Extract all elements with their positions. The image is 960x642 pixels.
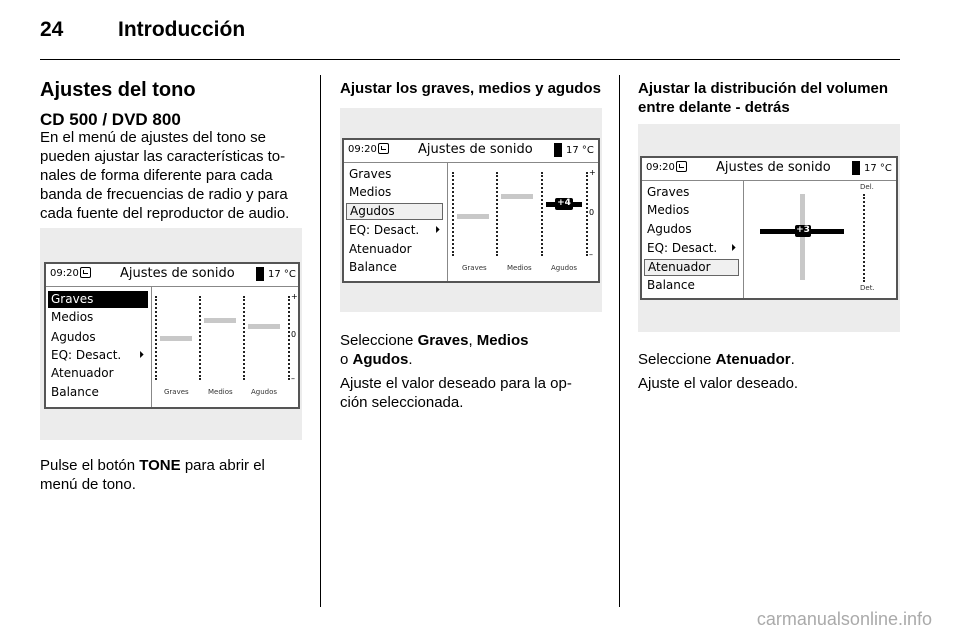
menu-item-eq[interactable]: EQ: Desact. ⏵: [51, 348, 144, 362]
eq-bar-agudos: [248, 324, 280, 329]
menu-item-atenuador[interactable]: Atenuador: [51, 366, 114, 380]
screen-title: Ajustes de sonido: [418, 142, 533, 157]
thermometer-icon: [852, 161, 860, 175]
arrow-right-icon: ⏵: [139, 350, 144, 361]
tick-plus: +: [291, 292, 298, 301]
menu-item-atenuador[interactable]: Atenuador: [349, 242, 412, 256]
menu-item-medios[interactable]: Medios: [647, 203, 690, 217]
eq-scale-1: [496, 172, 498, 256]
menu-item-agudos[interactable]: Agudos: [51, 330, 96, 344]
screen-title: Ajustes de sonido: [716, 160, 831, 175]
fader-front-label: Del.: [860, 183, 874, 191]
screen-title: Ajustes de sonido: [120, 266, 235, 281]
adjust-band-paragraph: Ajuste el valor deseado para la op- ción seleccionada.: [340, 375, 572, 411]
eq-scale-left: [452, 172, 454, 256]
treble-value-badge: +4: [555, 198, 573, 210]
press-tone-paragraph: Pulse el botón TONE para abrir el menú de tono.: [40, 457, 265, 493]
menu-item-graves[interactable]: Graves: [647, 185, 690, 199]
menu-item-atenuador[interactable]: Atenuador: [644, 259, 739, 276]
screen-menu: [344, 163, 448, 281]
eq-bar-graves: [457, 214, 489, 219]
fader-rear-label: Det.: [860, 284, 875, 292]
clock-icon: [676, 161, 687, 172]
clock-icon: [378, 143, 389, 154]
column-divider-1: [320, 75, 321, 607]
intro-paragraph: En el menú de ajustes del tono se pueden ajustar las características to- nales de forma diferente para cada banda de frecuencias de radio y para cada fuente del reproductor de audio.: [40, 129, 290, 222]
menu-item-medios[interactable]: Medios: [349, 185, 392, 199]
eq-scale-1: [199, 296, 201, 380]
section-fader-title: Ajustar la distribución del volumen entre delante - detrás: [638, 80, 889, 116]
arrow-right-icon: ⏵: [435, 225, 440, 236]
menu-item-balance[interactable]: Balance: [349, 260, 397, 274]
menu-item-graves[interactable]: Graves: [48, 291, 148, 308]
tick-minus: –: [589, 250, 593, 259]
thermometer-icon: [256, 267, 264, 281]
menu-item-balance[interactable]: Balance: [51, 385, 99, 399]
fader-vertical-bar: [800, 194, 805, 280]
eq-bar-graves: [160, 336, 192, 341]
clock-icon: [80, 267, 91, 278]
fader-scale: [863, 194, 865, 282]
screen-temperature: 17 °C: [268, 269, 296, 280]
section-bass-mid-treble-title: Ajustar los graves, medios y agudos: [340, 80, 601, 97]
eq-scale-2: [243, 296, 245, 380]
screen-header: [344, 140, 598, 163]
select-fader-paragraph: Seleccione Atenuador.: [638, 351, 795, 368]
screen-menu: [46, 287, 152, 407]
band-label-agudos: Agudos: [551, 264, 578, 272]
eq-bar-medios: [501, 194, 533, 199]
header-rule: [40, 59, 900, 60]
eq-scale-right: [288, 296, 290, 380]
tick-zero: 0: [291, 330, 297, 339]
page-number: 24: [40, 18, 64, 41]
select-bands-paragraph: Seleccione Graves, Medios o Agudos.: [340, 332, 529, 368]
eq-bar-medios: [204, 318, 236, 323]
eq-scale-left: [155, 296, 157, 380]
screen-header: [46, 264, 298, 287]
figure-tone-menu: [40, 228, 302, 440]
screen-display: [342, 138, 600, 283]
band-label-graves: Graves: [164, 388, 189, 396]
menu-item-medios[interactable]: Medios: [51, 310, 94, 324]
screen-time: 09:20: [50, 268, 79, 279]
screen-time: 09:20: [348, 144, 377, 155]
fader-value-badge: +3: [796, 225, 810, 235]
menu-item-agudos[interactable]: Agudos: [346, 203, 443, 220]
figure-treble: [340, 108, 602, 312]
figure-fader: [638, 124, 900, 332]
column-divider-2: [619, 75, 620, 607]
section-title: Ajustes del tono: [40, 79, 196, 101]
arrow-right-icon: ⏵: [731, 243, 736, 254]
band-label-medios: Medios: [208, 388, 233, 396]
tick-zero: 0: [589, 208, 595, 217]
thermometer-icon: [554, 143, 562, 157]
screen-menu: [642, 181, 744, 298]
screen-header: [642, 158, 896, 181]
band-label-agudos: Agudos: [251, 388, 278, 396]
screen-time: 09:20: [646, 162, 675, 173]
menu-item-eq[interactable]: EQ: Desact. ⏵: [349, 223, 440, 237]
watermark: carmanualsonline.info: [756, 609, 932, 629]
screen-temperature: 17 °C: [864, 163, 892, 174]
tick-plus: +: [589, 168, 596, 177]
subsection-title: CD 500 / DVD 800: [40, 110, 181, 129]
screen-display: [44, 262, 300, 409]
eq-scale-2: [541, 172, 543, 256]
band-label-graves: Graves: [462, 264, 487, 272]
band-label-medios: Medios: [507, 264, 532, 272]
screen-temperature: 17 °C: [566, 145, 594, 156]
screen-display: [640, 156, 898, 300]
tick-minus: –: [291, 374, 295, 383]
menu-item-graves[interactable]: Graves: [349, 167, 392, 181]
eq-scale-right: [586, 172, 588, 256]
adjust-fader-paragraph: Ajuste el valor deseado.: [638, 375, 799, 392]
page-header: Introducción: [118, 18, 246, 41]
menu-item-agudos[interactable]: Agudos: [647, 222, 692, 236]
menu-item-balance[interactable]: Balance: [647, 278, 695, 292]
menu-item-eq[interactable]: EQ: Desact. ⏵: [647, 241, 736, 255]
